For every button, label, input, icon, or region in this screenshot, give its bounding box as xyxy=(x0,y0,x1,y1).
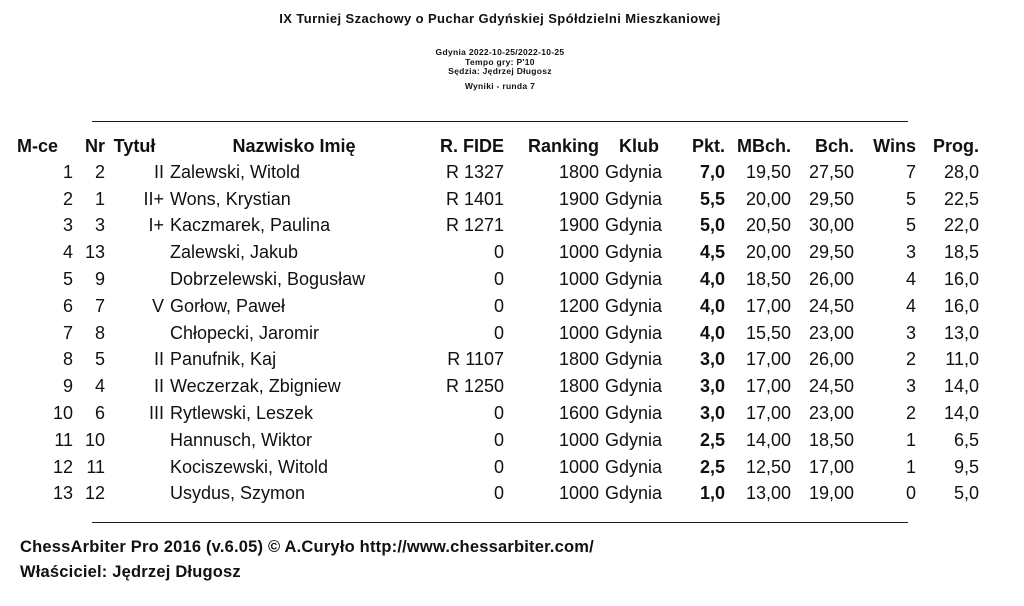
cell-bch: 23,00 xyxy=(808,403,854,424)
cell-mbch: 17,00 xyxy=(745,403,791,424)
cell-wins: 5 xyxy=(905,188,916,209)
cell-title: I+ xyxy=(148,215,164,236)
cell-mbch: 20,00 xyxy=(745,188,791,209)
cell-place: 9 xyxy=(62,376,73,397)
cell-name: Hannusch, Wiktor xyxy=(170,429,313,450)
cell-club: Gdynia xyxy=(605,188,663,209)
cell-place: 6 xyxy=(62,295,73,316)
divider-top xyxy=(92,121,908,122)
cell-nr: 4 xyxy=(94,376,105,397)
results-table xyxy=(17,133,979,507)
col-header-place: M-ce xyxy=(17,135,59,156)
cell-name: Zalewski, Witold xyxy=(170,161,301,182)
cell-fide: 0 xyxy=(493,295,504,316)
cell-nr: 7 xyxy=(94,295,105,316)
results-header-row xyxy=(17,133,979,159)
cell-wins: 3 xyxy=(905,376,916,397)
cell-place: 3 xyxy=(62,215,73,236)
cell-name: Wons, Krystian xyxy=(170,188,291,209)
tournament-title: IX Turniej Szachowy o Puchar Gdyńskiej Spółdzielni Mieszkaniowej xyxy=(279,11,721,26)
cell-prog: 16,0 xyxy=(943,295,979,316)
cell-club: Gdynia xyxy=(605,349,663,370)
cell-club: Gdynia xyxy=(605,242,663,263)
cell-points: 7,0 xyxy=(699,161,725,182)
table-row xyxy=(17,454,979,481)
cell-wins: 3 xyxy=(905,242,916,263)
cell-name: Rytlewski, Leszek xyxy=(170,403,314,424)
cell-ranking: 1000 xyxy=(558,269,599,290)
cell-ranking: 1000 xyxy=(558,483,599,504)
cell-bch: 24,50 xyxy=(808,295,854,316)
cell-nr: 12 xyxy=(84,483,105,504)
cell-ranking: 1000 xyxy=(558,322,599,343)
cell-place: 12 xyxy=(52,456,73,477)
col-header-nr: Nr xyxy=(84,135,105,156)
cell-bch: 17,00 xyxy=(808,456,854,477)
table-row xyxy=(17,347,979,374)
cell-title: III xyxy=(148,403,164,424)
tournament-judge: Sędzia: Jędrzej Długosz xyxy=(448,66,552,76)
cell-ranking: 1000 xyxy=(558,429,599,450)
cell-title: V xyxy=(151,295,164,316)
cell-bch: 29,50 xyxy=(808,188,854,209)
cell-mbch: 15,50 xyxy=(745,322,791,343)
cell-prog: 14,0 xyxy=(943,376,979,397)
cell-fide: 0 xyxy=(493,456,504,477)
cell-wins: 7 xyxy=(905,161,916,182)
cell-place: 11 xyxy=(54,429,73,450)
cell-points: 5,0 xyxy=(699,215,725,236)
cell-club: Gdynia xyxy=(605,161,663,182)
cell-title xyxy=(105,454,164,481)
cell-place: 5 xyxy=(62,269,73,290)
cell-place: 13 xyxy=(52,483,73,504)
cell-mbch: 17,00 xyxy=(745,376,791,397)
cell-bch: 29,50 xyxy=(808,242,854,263)
cell-title xyxy=(105,266,164,293)
cell-ranking: 1900 xyxy=(558,188,599,209)
software-credit: ChessArbiter Pro 2016 (v.6.05) © A.Curyło http://www.chessarbiter.com/ xyxy=(20,538,594,556)
owner-line: Właściciel: Jędrzej Długosz xyxy=(20,563,241,581)
table-row xyxy=(17,481,979,508)
cell-wins: 3 xyxy=(905,322,916,343)
cell-prog: 13,0 xyxy=(943,322,979,343)
cell-prog: 22,0 xyxy=(943,215,979,236)
cell-points: 3,0 xyxy=(699,349,725,370)
cell-name: Gorłow, Paweł xyxy=(170,295,286,316)
cell-wins: 4 xyxy=(905,269,916,290)
cell-fide: 0 xyxy=(493,403,504,424)
cell-place: 1 xyxy=(62,161,73,182)
table-row xyxy=(17,293,979,320)
cell-bch: 23,00 xyxy=(808,322,854,343)
cell-title: II xyxy=(153,161,164,182)
cell-nr: 8 xyxy=(94,322,105,343)
cell-title: II xyxy=(153,349,164,370)
cell-fide: R 1327 xyxy=(445,161,504,182)
divider-bottom xyxy=(92,522,908,523)
cell-club: Gdynia xyxy=(605,429,663,450)
cell-mbch: 19,50 xyxy=(745,161,791,182)
cell-points: 3,0 xyxy=(699,403,725,424)
cell-prog: 28,0 xyxy=(943,161,979,182)
cell-club: Gdynia xyxy=(605,456,663,477)
cell-name: Chłopecki, Jaromir xyxy=(170,322,320,343)
cell-mbch: 13,00 xyxy=(745,483,791,504)
cell-nr: 9 xyxy=(94,269,105,290)
cell-wins: 1 xyxy=(905,456,916,477)
cell-bch: 24,50 xyxy=(808,376,854,397)
cell-ranking: 1600 xyxy=(558,403,599,424)
cell-ranking: 1800 xyxy=(558,349,599,370)
cell-nr: 6 xyxy=(94,403,105,424)
cell-title xyxy=(105,427,164,454)
cell-ranking: 1800 xyxy=(558,376,599,397)
cell-fide: 0 xyxy=(493,322,504,343)
table-row xyxy=(17,427,979,454)
cell-nr: 10 xyxy=(84,429,105,450)
table-row xyxy=(17,239,979,266)
cell-points: 5,5 xyxy=(699,188,725,209)
col-header-name: Nazwisko Imię xyxy=(232,135,356,156)
cell-name: Kociszewski, Witold xyxy=(170,456,329,477)
col-header-bch: Bch. xyxy=(814,135,854,156)
table-row xyxy=(17,266,979,293)
cell-club: Gdynia xyxy=(605,403,663,424)
cell-name: Weczerzak, Zbigniew xyxy=(170,376,341,397)
cell-fide: R 1401 xyxy=(445,188,504,209)
cell-name: Dobrzelewski, Bogusław xyxy=(170,269,366,290)
cell-name: Kaczmarek, Paulina xyxy=(170,215,331,236)
col-header-prog: Prog. xyxy=(932,135,979,156)
cell-nr: 1 xyxy=(94,188,105,209)
cell-club: Gdynia xyxy=(605,376,663,397)
col-header-points: Pkt. xyxy=(691,135,725,156)
cell-points: 2,5 xyxy=(699,456,725,477)
cell-bch: 30,00 xyxy=(808,215,854,236)
cell-nr: 11 xyxy=(86,456,105,477)
cell-prog: 5,0 xyxy=(953,483,979,504)
cell-mbch: 12,50 xyxy=(745,456,791,477)
cell-wins: 2 xyxy=(905,403,916,424)
cell-ranking: 1800 xyxy=(558,161,599,182)
cell-place: 7 xyxy=(62,322,73,343)
cell-mbch: 17,00 xyxy=(745,295,791,316)
cell-wins: 4 xyxy=(905,295,916,316)
cell-nr: 5 xyxy=(94,349,105,370)
cell-wins: 2 xyxy=(905,349,916,370)
cell-fide: 0 xyxy=(493,483,504,504)
cell-points: 3,0 xyxy=(699,376,725,397)
cell-prog: 14,0 xyxy=(943,403,979,424)
cell-title xyxy=(105,320,164,347)
table-row xyxy=(17,159,979,186)
cell-bch: 27,50 xyxy=(808,161,854,182)
cell-club: Gdynia xyxy=(605,215,663,236)
col-header-club: Klub xyxy=(619,135,659,156)
col-header-mbch: MBch. xyxy=(737,135,791,156)
cell-place: 8 xyxy=(62,349,73,370)
cell-mbch: 14,00 xyxy=(745,429,791,450)
cell-club: Gdynia xyxy=(605,269,663,290)
table-row xyxy=(17,320,979,347)
cell-prog: 16,0 xyxy=(943,269,979,290)
cell-mbch: 17,00 xyxy=(745,349,791,370)
cell-nr: 3 xyxy=(94,215,105,236)
col-header-title: Tytuł xyxy=(113,135,156,156)
cell-prog: 18,5 xyxy=(943,242,979,263)
cell-name: Usydus, Szymon xyxy=(170,483,306,504)
cell-ranking: 1000 xyxy=(558,242,599,263)
cell-place: 4 xyxy=(62,242,73,263)
cell-points: 4,0 xyxy=(699,269,725,290)
cell-points: 4,0 xyxy=(699,295,725,316)
results-round-label: Wyniki - runda 7 xyxy=(464,81,536,91)
cell-fide: 0 xyxy=(493,242,504,263)
cell-prog: 11,0 xyxy=(945,349,979,370)
cell-name: Zalewski, Jakub xyxy=(170,242,299,263)
tournament-tempo: Tempo gry: P'10 xyxy=(465,56,535,67)
cell-title xyxy=(105,481,164,508)
cell-mbch: 20,00 xyxy=(745,242,791,263)
cell-ranking: 1000 xyxy=(558,456,599,477)
cell-title xyxy=(105,239,164,266)
cell-points: 4,5 xyxy=(699,242,725,263)
cell-nr: 2 xyxy=(94,161,105,182)
table-row xyxy=(17,213,979,240)
cell-fide: 0 xyxy=(493,269,504,290)
table-row xyxy=(17,400,979,427)
cell-title: II+ xyxy=(143,188,164,209)
cell-bch: 18,50 xyxy=(808,429,854,450)
cell-ranking: 1900 xyxy=(558,215,599,236)
cell-club: Gdynia xyxy=(605,483,663,504)
table-row xyxy=(17,186,979,213)
table-row xyxy=(17,373,979,400)
cell-wins: 5 xyxy=(905,215,916,236)
cell-wins: 1 xyxy=(905,429,916,450)
cell-place: 10 xyxy=(52,403,73,424)
tournament-date: Gdynia 2022-10-25/2022-10-25 xyxy=(435,47,565,57)
cell-points: 2,5 xyxy=(699,429,725,450)
cell-wins: 0 xyxy=(905,483,916,504)
cell-points: 1,0 xyxy=(699,483,725,504)
cell-fide: R 1107 xyxy=(447,349,504,370)
cell-bch: 26,00 xyxy=(808,349,854,370)
cell-title: II xyxy=(153,376,164,397)
cell-mbch: 20,50 xyxy=(745,215,791,236)
col-header-wins: Wins xyxy=(873,135,916,156)
cell-fide: R 1271 xyxy=(445,215,504,236)
cell-prog: 6,5 xyxy=(953,429,979,450)
cell-club: Gdynia xyxy=(605,322,663,343)
cell-points: 4,0 xyxy=(699,322,725,343)
cell-nr: 13 xyxy=(84,242,105,263)
cell-bch: 26,00 xyxy=(808,269,854,290)
col-header-ranking: Ranking xyxy=(527,135,599,156)
cell-bch: 19,00 xyxy=(808,483,854,504)
col-header-fide: R. FIDE xyxy=(439,135,504,156)
cell-ranking: 1200 xyxy=(558,295,599,316)
cell-name: Panufnik, Kaj xyxy=(170,349,277,370)
cell-fide: R 1250 xyxy=(445,376,504,397)
cell-prog: 22,5 xyxy=(943,188,979,209)
cell-club: Gdynia xyxy=(605,295,663,316)
cell-prog: 9,5 xyxy=(953,456,979,477)
cell-place: 2 xyxy=(62,188,73,209)
cell-mbch: 18,50 xyxy=(745,269,791,290)
cell-fide: 0 xyxy=(493,429,504,450)
